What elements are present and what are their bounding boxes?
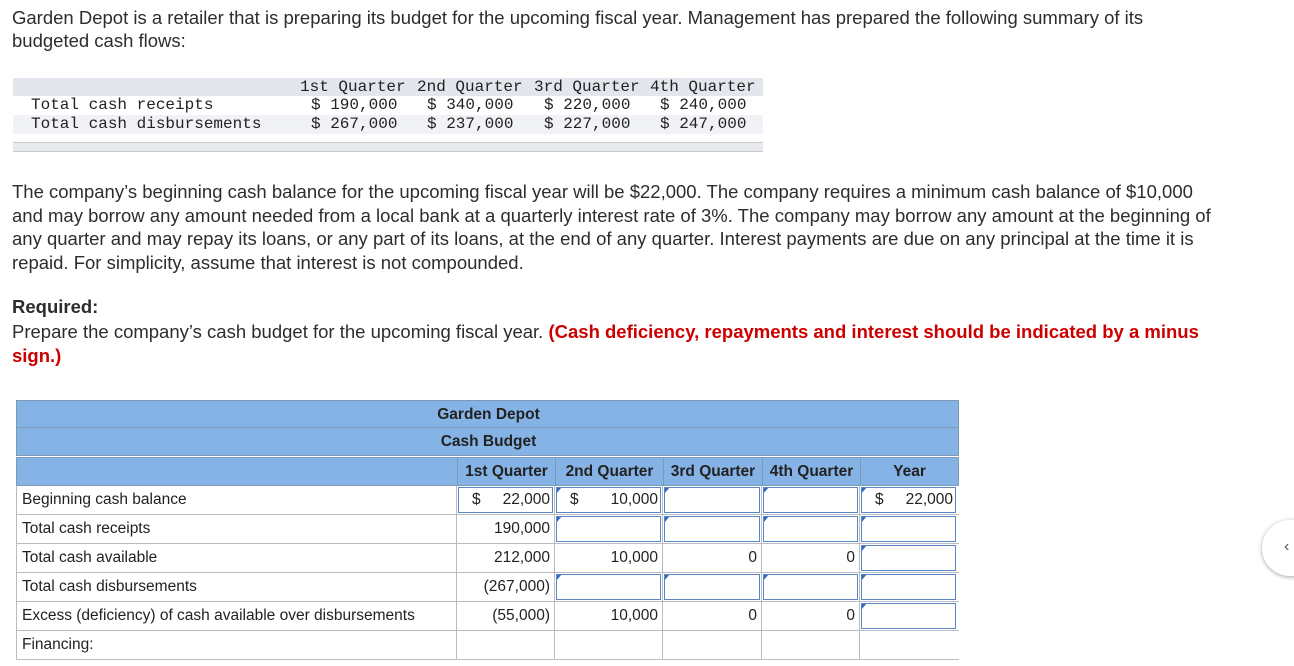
row-label: Total cash receipts (16, 515, 456, 543)
input-flag-icon (556, 516, 562, 523)
cell-q3-input[interactable] (662, 486, 761, 514)
cell-value: 22,000 (502, 491, 550, 508)
budget-company-band (16, 400, 959, 428)
column-header-q1: 1st Quarter (457, 458, 555, 486)
summary-header-q3: 3rd Quarter (534, 78, 640, 96)
budget-column-header-row (16, 457, 959, 486)
column-header-q4: 4th Quarter (762, 458, 860, 486)
input-flag-icon (763, 516, 769, 523)
problem-paragraph: The company’s beginning cash balance for the upcoming fiscal year will be $22,000. The company requires a minimum cash balance of $10,000 and may borrow any amount needed from a local bank at a quarterly interest rate of 3%. The company may borrow any amount at the beginning of any quarter and may repay its loans, or any part of its loans, at the end of any quarter. Interest payments are due on any principal at the time it is repaid. For simplicity, assume that interest is not compounded. (12, 181, 1211, 273)
cell-q3-input[interactable] (662, 515, 761, 543)
cell-value: 0 (846, 607, 855, 624)
budget-company-name: Garden Depot (437, 406, 540, 423)
cell-q4 (761, 631, 859, 659)
row-label: Total cash disbursements (16, 573, 456, 601)
cell-value: 10,000 (610, 549, 658, 566)
summary-value: $ 220,000 (544, 96, 631, 114)
column-header-q3: 3rd Quarter (663, 458, 762, 486)
cell-q4 (761, 544, 859, 572)
input-flag-icon (556, 487, 562, 494)
cell-q1 (456, 544, 554, 572)
summary-row-label: Total cash disbursements (31, 115, 262, 133)
cell-value: (55,000) (492, 607, 550, 624)
cell-value: 190,000 (493, 520, 550, 537)
row-label: Beginning cash balance (16, 486, 456, 514)
cell-year-input[interactable] (859, 486, 957, 514)
required-instructions (12, 320, 1212, 368)
summary-value: $ 227,000 (544, 115, 631, 133)
row-label: Financing: (16, 631, 456, 659)
cell-q4-input[interactable] (761, 515, 859, 543)
currency-sign: $ (570, 491, 579, 508)
row-label: Total cash available (16, 544, 456, 572)
currency-sign: $ (875, 491, 884, 508)
side-panel-toggle-button[interactable] (1262, 520, 1294, 576)
cell-q2 (554, 544, 662, 572)
cell-q1 (456, 631, 554, 659)
budget-row-excess-deficiency (16, 602, 959, 631)
summary-value: $ 340,000 (427, 96, 514, 114)
cell-q2 (554, 602, 662, 630)
cell-value: 0 (748, 607, 757, 624)
budget-title-band (16, 428, 959, 456)
required-text: Prepare the company’s cash budget for the upcoming fiscal year. (12, 321, 544, 342)
cell-value: 10,000 (610, 491, 658, 508)
input-flag-icon (861, 574, 867, 581)
input-flag-icon (763, 574, 769, 581)
cell-year-input[interactable] (859, 515, 957, 543)
cell-value: 22,000 (905, 491, 953, 508)
cell-q1 (456, 515, 554, 543)
budget-row-financing (16, 631, 959, 660)
input-flag-icon (556, 574, 562, 581)
cell-q2-input[interactable] (554, 486, 662, 514)
cell-value: 10,000 (610, 607, 658, 624)
summary-value: $ 190,000 (311, 96, 398, 114)
row-label: Excess (deficiency) of cash available over disbursements (16, 602, 456, 630)
cell-year (859, 631, 957, 659)
summary-value: $ 247,000 (660, 115, 747, 133)
column-header-year: Year (860, 458, 958, 486)
cell-q1 (456, 602, 554, 630)
input-flag-icon (861, 545, 867, 552)
budget-title: Cash Budget (440, 433, 537, 450)
summary-header-q4: 4th Quarter (650, 78, 756, 96)
summary-row-disbursements (13, 115, 763, 134)
budget-row-total-disbursements (16, 573, 959, 602)
summary-value: $ 267,000 (311, 115, 398, 133)
chevron-left-icon: ‹ (1284, 538, 1290, 555)
input-flag-icon (861, 516, 867, 523)
cell-value: (267,000) (483, 578, 550, 595)
summary-bottom-rule (13, 142, 763, 152)
summary-row-label: Total cash receipts (31, 96, 214, 114)
intro-text: Garden Depot is a retailer that is preparing its budget for the upcoming fiscal year. Management has prepared the following summary of its budgeted cash flows: (12, 7, 1144, 51)
budget-row-total-receipts (16, 515, 959, 544)
summary-value: $ 237,000 (427, 115, 514, 133)
budget-row-beginning-cash (16, 486, 959, 515)
required-note: (Cash deficiency, repayments and interest should be indicated by a minus sign.) (12, 321, 1199, 366)
input-flag-icon (763, 487, 769, 494)
summary-header-q1: 1st Quarter (300, 78, 406, 96)
cell-q2-input[interactable] (554, 573, 662, 601)
required-title: Required: (12, 296, 99, 317)
input-flag-icon (664, 516, 670, 523)
column-header-q2: 2nd Quarter (555, 458, 663, 486)
summary-row-receipts (13, 96, 763, 115)
input-flag-icon (861, 487, 867, 494)
cell-q2 (554, 631, 662, 659)
cell-q3 (662, 602, 761, 630)
cell-q1-input[interactable] (456, 486, 554, 514)
input-flag-icon (664, 487, 670, 494)
cell-q2-input[interactable] (554, 515, 662, 543)
cell-year-input[interactable] (859, 602, 957, 630)
input-flag-icon (664, 574, 670, 581)
cell-q4 (761, 602, 859, 630)
cell-year-input[interactable] (859, 573, 957, 601)
cell-year-input[interactable] (859, 544, 957, 572)
cell-q3 (662, 544, 761, 572)
cell-q3-input[interactable] (662, 573, 761, 601)
cell-q3 (662, 631, 761, 659)
cell-q4-input[interactable] (761, 486, 859, 514)
cell-value: 0 (748, 549, 757, 566)
summary-value: $ 240,000 (660, 96, 747, 114)
cell-q4-input[interactable] (761, 573, 859, 601)
cell-value: 212,000 (493, 549, 550, 566)
currency-sign: $ (472, 491, 481, 508)
summary-header-q2: 2nd Quarter (417, 78, 523, 96)
budget-row-total-available (16, 544, 959, 573)
input-flag-icon (861, 603, 867, 610)
cell-q1 (456, 573, 554, 601)
cell-value: 0 (846, 549, 855, 566)
